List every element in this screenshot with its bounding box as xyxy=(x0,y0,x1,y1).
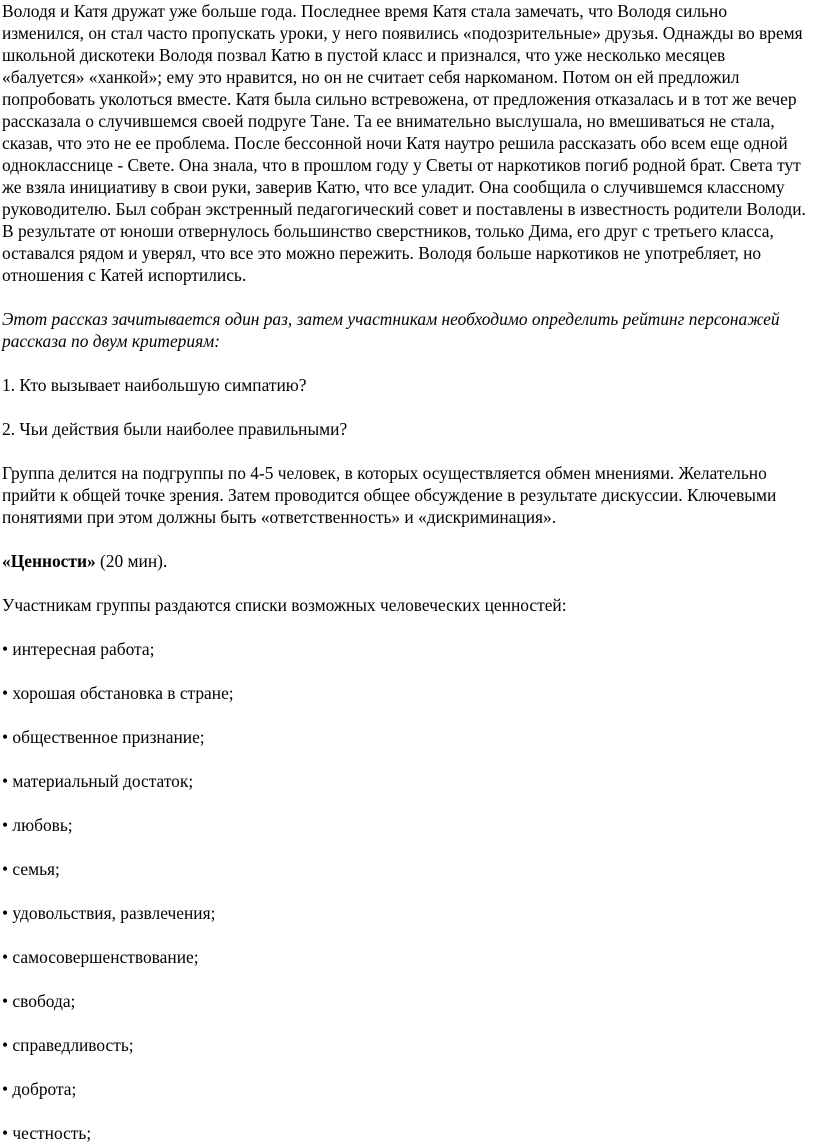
list-item: • удовольствия, развлечения; xyxy=(2,903,216,923)
list-item: • хорошая обстановка в стране; xyxy=(2,683,234,703)
section-duration: (20 мин). xyxy=(95,551,168,571)
section-title: «Ценности» xyxy=(2,551,96,571)
list-item: • материальный достаток; xyxy=(2,771,194,791)
question-1: 1. Кто вызывает наибольшую симпатию? xyxy=(2,375,307,395)
list-item: • доброта; xyxy=(2,1079,77,1099)
section-heading xyxy=(2,550,806,572)
list-item: • любовь; xyxy=(2,815,73,835)
list-item: • справедливость; xyxy=(2,1035,134,1055)
values-list xyxy=(2,638,806,1144)
handout-paragraph: Участникам группы раздаются списки возможных человеческих ценностей: xyxy=(2,595,567,615)
instruction-paragraph: Этот рассказ зачитывается один раз, затем участникам необходимо определить рейтинг персонажей рассказа по двум критериям: xyxy=(2,309,780,351)
list-item: • семья; xyxy=(2,859,60,879)
list-item: • свобода; xyxy=(2,991,76,1011)
story-paragraph: Володя и Катя дружат уже больше года. Последнее время Катя стала замечать, что Володя сильно изменился, он стал часто пропускать уроки, у него появились «подозрительные» друзья. Однажды во время школьной дискотеки Володя позвал Катю в пустой класс и признался, что уже несколько месяцев «балуется» «ханкой»; ему это нравится, но он не считает себя наркоманом. Потом он ей предложил попробовать уколоться вместе. Катя была сильно встревожена, от предложения отказалась и в тот же вечер рассказала о случившемся своей подруге Тане. Та ее внимательно выслушала, но вмешиваться не стала, сказав, что это не ее проблема. После бессонной ночи Катя наутро решила рассказать обо всем еще одной однокласснице - Свете. Она знала, что в прошлом году у Светы от наркотиков погиб родной брат. Света тут же взяла инициативу в свои руки, заверив Катю, что все уладит. Она сообщила о случившемся классному руководителю. Был собран экстренный педагогический совет и поставлены в известность родители Володи. В результате от юноши отвернулось большинство сверстников, только Дима, его друг с третьего класса, оставался рядом и уверял, что все это можно пережить. Володя больше наркотиков не употребляет, но отношения с Катей испортились. xyxy=(2,1,806,285)
group-discussion-paragraph: Группа делится на подгруппы по 4-5 человек, в которых осуществляется обмен мнениями. Желательно прийти к общей точке зрения. Затем проводится общее обсуждение в результате дискуссии. Ключевыми понятиями при этом должны быть «ответственность» и «дискриминация». xyxy=(2,463,777,527)
question-2: 2. Чьи действия были наиболее правильными? xyxy=(2,419,348,439)
list-item: • самосовершенствование; xyxy=(2,947,199,967)
list-item: • честность; xyxy=(2,1123,92,1143)
list-item: • общественное признание; xyxy=(2,727,205,747)
list-item: • интересная работа; xyxy=(2,639,155,659)
